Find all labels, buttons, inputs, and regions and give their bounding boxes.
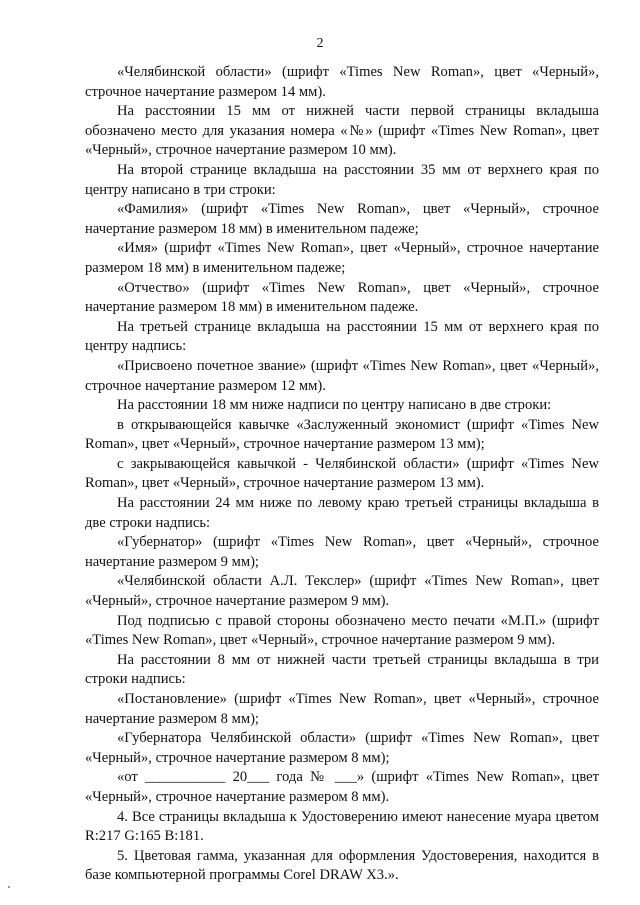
paragraph: На расстоянии 24 мм ниже по левому краю третьей страницы вкладыша в две строки надпись: bbox=[85, 495, 599, 531]
paragraph: Под подписью с правой стороны обозначено место печати «М.П.» (шрифт «Times New Roman», цвет «Черный», строчное начертание размером 9 мм). bbox=[85, 612, 599, 649]
paragraph: «Присвоено почетное звание» (шрифт «Times New Roman», цвет «Черный», строчное начертание размером 12 мм). bbox=[85, 357, 599, 394]
paragraph: На второй странице вкладыша на расстоянии 35 мм от верхнего края по центру написано в три строки: bbox=[85, 161, 599, 198]
paragraph: «Челябинской области» (шрифт «Times New Roman», цвет «Черный», строчное начертание размером 14 мм). bbox=[85, 64, 599, 100]
paragraph: «Губернатор» (шрифт «Times New Roman», цвет «Черный», строчное начертание размером 9 мм); bbox=[85, 534, 599, 570]
paragraph: На расстоянии 15 мм от нижней части первой страницы вкладыша обозначено место для указания номера «№» (шрифт «Times New Roman», цвет «Черный», строчное начертание размером 10 мм). bbox=[85, 103, 599, 159]
paragraph: в открывающейся кавычке «Заслуженный экономист (шрифт «Times New Roman», цвет «Черный», строчное начертание размером 13 мм); bbox=[85, 416, 599, 453]
paragraph: «Фамилия» (шрифт «Times New Roman», цвет «Черный», строчное начертание размером 18 мм) в именительном падеже; bbox=[85, 201, 599, 237]
paragraph: 4. Все страницы вкладыша к Удостоверению имеют нанесение муара цветом R:217 G:165 B:181. bbox=[85, 808, 599, 845]
paragraph: На третьей странице вкладыша на расстоянии 15 мм от верхнего края по центру надпись: bbox=[85, 318, 599, 355]
scan-speck bbox=[8, 886, 10, 888]
paragraph: «от ___________ 20___ года № ___» (шрифт «Times New Roman», цвет «Черный», строчное начертание размером 8 мм). bbox=[85, 769, 599, 805]
paragraph: «Отчество» (шрифт «Times New Roman», цвет «Черный», строчное начертание размером 18 мм) в именительном падеже. bbox=[85, 279, 599, 316]
document-body bbox=[85, 63, 599, 886]
paragraph: «Губернатора Челябинской области» (шрифт «Times New Roman», цвет «Черный», строчное начертание размером 8 мм); bbox=[85, 730, 599, 766]
paragraph: На расстоянии 18 мм ниже надписи по центру написано в две строки: bbox=[117, 397, 552, 414]
paragraph: «Постановление» (шрифт «Times New Roman», цвет «Черный», строчное начертание размером 8 мм); bbox=[85, 691, 599, 727]
paragraph: 5. Цветовая гамма, указанная для оформления Удостоверения, находится в базе компьютерной программы Corel DRAW X3.». bbox=[85, 847, 599, 884]
paragraph: с закрывающейся кавычкой - Челябинской области» (шрифт «Times New Roman», цвет «Черный», строчное начертание размером 13 мм). bbox=[85, 455, 599, 492]
page-number: 2 bbox=[316, 36, 324, 51]
paragraph: На расстоянии 8 мм от нижней части третьей страницы вкладыша в три строки надпись: bbox=[85, 651, 599, 688]
paragraph: «Имя» (шрифт «Times New Roman», цвет «Черный», строчное начертание размером 18 мм) в именительном падеже; bbox=[85, 240, 599, 276]
paragraph: «Челябинской области А.Л. Текслер» (шрифт «Times New Roman», цвет «Черный», строчное начертание размером 9 мм). bbox=[85, 573, 599, 610]
